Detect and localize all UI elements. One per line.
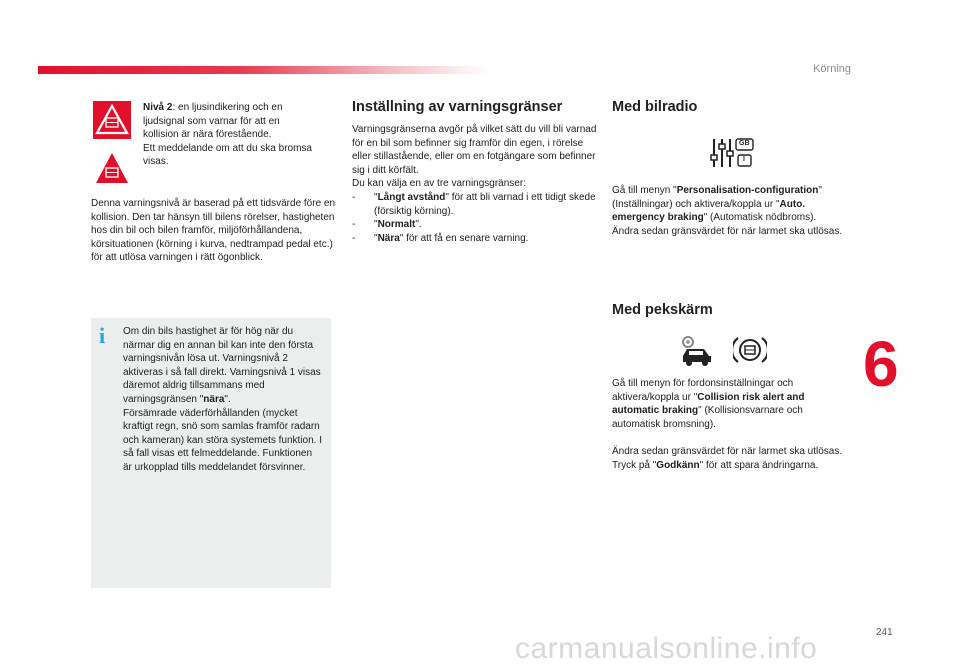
radio-text: " (Automatisk nödbroms). <box>703 212 817 224</box>
menu-personalisation: Personalisation-configuration <box>676 185 819 196</box>
threshold-choose: Du kan välja en av tre varningsgränser: <box>352 178 526 190</box>
radio-icon-badge-2: I <box>743 156 745 163</box>
list-item <box>352 191 597 218</box>
info-text <box>123 325 323 475</box>
touch-text: " (Kollisionsvarnare och automatisk bromsning). <box>612 405 803 430</box>
list-dash: - <box>352 232 356 244</box>
touch-text: Gå till menyn för fordonsinställningar och aktivera/koppla ur " <box>612 378 794 403</box>
radio-settings-icon <box>710 137 755 169</box>
radio-heading: Med bilradio <box>612 99 698 115</box>
threshold-text <box>352 123 597 245</box>
quote-mark: " <box>374 191 378 203</box>
watermark: carmanualsonline.info <box>515 632 818 665</box>
info-icon: i <box>99 323 106 348</box>
header-accent-bar <box>38 66 488 74</box>
option-text: " för att få en senare varning. <box>399 232 529 244</box>
chapter-number: 6 <box>863 328 899 400</box>
radio-instructions <box>612 184 847 238</box>
quote-mark: " <box>374 219 378 231</box>
collision-alert-icon <box>733 334 767 366</box>
list-item <box>352 218 597 232</box>
vehicle-settings-icon <box>680 334 714 368</box>
radio-icon-badge: GB <box>739 140 750 147</box>
touchscreen-threshold <box>612 445 852 472</box>
radio-text: Ändra sedan gränsvärdet för när larmet ska utlösas. <box>612 225 843 237</box>
level2-text-brake: Ett meddelande om att du ska bromsa visas. <box>143 142 312 168</box>
menu-collision-risk: Collision risk alert and automatic braking <box>612 391 805 417</box>
info-paragraph-2: Försämrade väderförhållanden (mycket kraftigt regn, snö som samlas framför radarn och kameran) kan störa systemets funktion. I så fall visas ett felmeddelande. Funktionen är urkopplad tills meddelandet försvinner. <box>123 407 322 473</box>
level2-title: Nivå 2 <box>143 102 173 113</box>
threshold-heading: Inställning av varningsgränser <box>352 99 563 115</box>
section-title: Körning <box>813 63 851 75</box>
radio-text: " (Inställningar) och aktivera/koppla ur " <box>612 185 822 210</box>
list-dash: - <box>352 191 356 203</box>
quote-mark: " <box>199 393 204 405</box>
radio-text: Gå till menyn " <box>612 185 677 196</box>
info-bold-near: nära <box>203 393 225 405</box>
option-text: ". <box>415 219 422 231</box>
quote-mark: ". <box>224 393 231 405</box>
option-text: " för att bli varnad i ett tidigt skede (försiktig körning). <box>374 191 596 217</box>
list-item <box>352 232 597 246</box>
touchscreen-instructions <box>612 377 852 431</box>
page-number: 241 <box>876 627 893 638</box>
threshold-intro: Varningsgränserna avgör på vilket sätt du vill bli varnad för en bil som befinner sig framför din egen, i rörelse eller stillastående, eller om en fotgängare som befinner sig i ditt körfält. <box>352 124 597 176</box>
option-label: Långt avstånd <box>377 191 446 203</box>
touch-text: Tryck på " <box>612 459 657 471</box>
menu-auto-emergency-braking: Auto. emergency braking <box>612 198 806 224</box>
touch-text: Ändra sedan gränsvärdet för när larmet ska utlösas. <box>612 446 843 457</box>
option-label: Nära <box>377 232 400 244</box>
list-dash: - <box>352 219 356 231</box>
timing-paragraph: Denna varningsnivå är baserad på ett tidsvärde före en kollision. Den tar hänsyn till bilens rörelser, hastigheten hos din bil och bilen framför, miljöförhållandena, körsituationen (körning i kurva, nedtrampad pedal etc.) för att utlösa varningen i rätt ögonblick. <box>91 198 336 264</box>
quote-mark: " <box>374 232 378 244</box>
confirm-label: Godkänn <box>656 459 700 471</box>
touch-text: " för att spara ändringarna. <box>699 459 819 471</box>
option-label: Normalt <box>377 219 416 231</box>
level2-text: : en ljusindikering och en ljudsignal som varnar för att en kollision är nära förestående. <box>143 102 283 141</box>
warning-level2-icon <box>93 101 131 139</box>
info-paragraph-1: Om din bils hastighet är för hög när du närmar dig en annan bil kan inte den första varningsnivån lösa ut. Varningsnivå 2 aktiveras i så fall direkt. Varningsnivå 1 visas däremot aldrig tillsammans med varningsgränsen <box>123 326 321 405</box>
level2-description <box>143 101 313 169</box>
touchscreen-heading: Med pekskärm <box>612 302 713 318</box>
brake-warning-icon <box>93 150 131 186</box>
